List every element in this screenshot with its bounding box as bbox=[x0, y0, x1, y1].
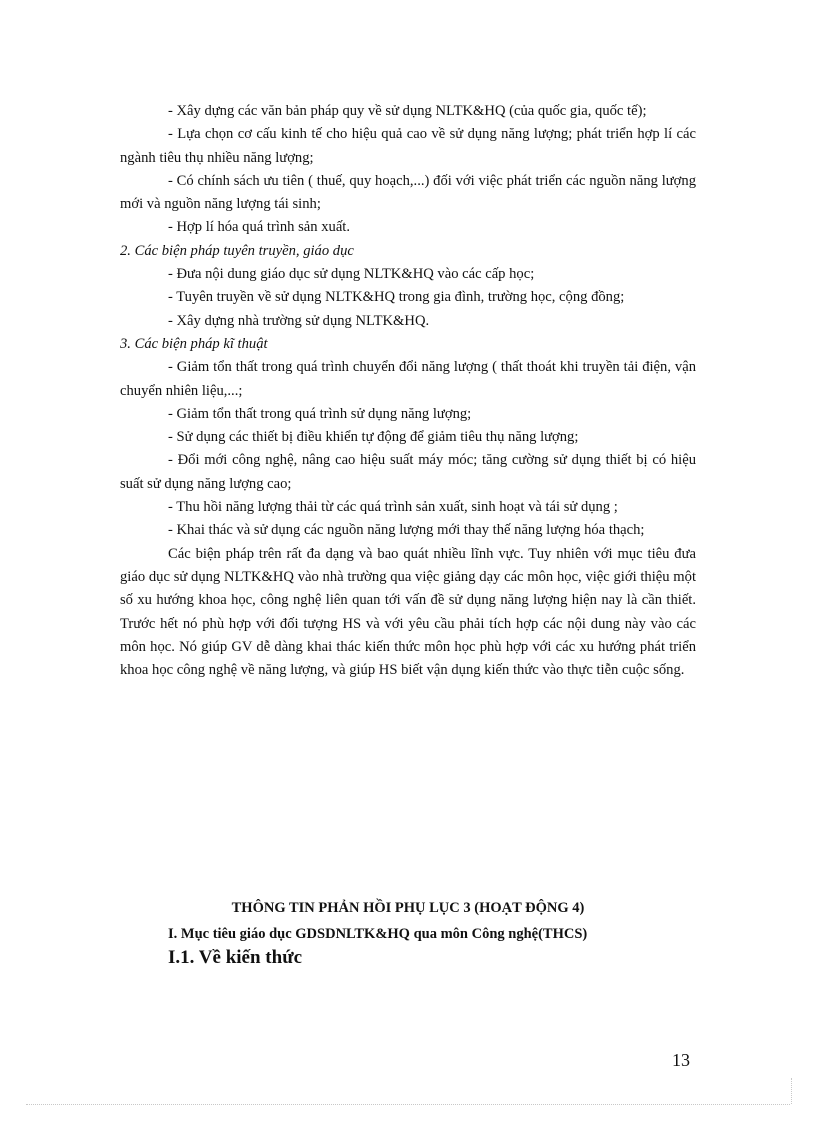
paragraph: - Xây dựng các văn bản pháp quy về sử dụng NLTK&HQ (của quốc gia, quốc tế); bbox=[168, 103, 647, 119]
paragraph: - Hợp lí hóa quá trình sản xuất. bbox=[168, 219, 350, 236]
section-title: THÔNG TIN PHẢN HỒI PHỤ LỤC 3 (HOẠT ĐỘNG 4) bbox=[231, 900, 585, 916]
paragraph: Các biện pháp trên rất đa dạng và bao quát nhiều lĩnh vực. Tuy nhiên với mục tiêu đưa giáo dục sử dụng NLTK&HQ vào nhà trường qua việc giảng dạy các môn học, việc giới thiệu một số xu hướng khoa học, công nghệ liên quan tới vấn đề sử dụng năng lượng hiện nay là cần thiết. Trước hết nó phù hợp với đối tượng HS và với yêu cầu phải tích hợp các nội dung này vào các môn học. Nó giúp GV dễ dàng khai thác kiến thức môn học phù hợp với các xu hướng phát triển khoa học công nghệ về năng lượng, và giúp HS biết vận dụng kiến thức vào thực tiễn cuộc sống. bbox=[120, 545, 696, 679]
paragraph: - Giảm tổn thất trong quá trình sử dụng năng lượng; bbox=[168, 405, 472, 422]
section-subsubtitle: I.1. Về kiến thức bbox=[168, 947, 303, 968]
paragraph: - Xây dựng nhà trường sử dụng NLTK&HQ. bbox=[168, 312, 430, 329]
section-heading-italic: 3. Các biện pháp kĩ thuật bbox=[120, 335, 268, 352]
paragraph: - Khai thác và sử dụng các nguồn năng lượng mới thay thế năng lượng hóa thạch; bbox=[168, 522, 645, 539]
paragraph: - Đổi mới công nghệ, nâng cao hiệu suất máy móc; tăng cường sử dụng thiết bị có hiệu suất sử dụng năng lượng cao; bbox=[120, 452, 696, 492]
paragraph: - Đưa nội dung giáo dục sử dụng NLTK&HQ vào các cấp học; bbox=[168, 266, 535, 283]
body-text bbox=[120, 100, 696, 682]
paragraph: - Có chính sách ưu tiên ( thuế, quy hoạch,...) đối với việc phát triển các nguồn năng lượng mới và nguồn năng lượng tái sinh; bbox=[120, 172, 696, 213]
paragraph: - Sử dụng các thiết bị điều khiển tự động để giảm tiêu thụ năng lượng; bbox=[168, 429, 579, 446]
paragraph: - Lựa chọn cơ cấu kinh tế cho hiệu quả cao về sử dụng năng lượng; phát triển hợp lí các ngành tiêu thụ nhiều năng lượng; bbox=[120, 126, 696, 166]
paragraph: - Giảm tổn thất trong quá trình chuyển đổi năng lượng ( thất thoát khi truyền tải điện, vận chuyển nhiên liệu,...; bbox=[120, 359, 696, 399]
section-heading-italic: 2. Các biện pháp tuyên truyền, giáo dục bbox=[120, 242, 354, 259]
footer-divider bbox=[26, 1104, 790, 1105]
paragraph: - Thu hồi năng lượng thải từ các quá trình sản xuất, sinh hoạt và tái sử dụng ; bbox=[168, 499, 618, 516]
paragraph: - Tuyên truyền về sử dụng NLTK&HQ trong gia đình, trường học, cộng đồng; bbox=[168, 289, 625, 306]
section-subtitle: I. Mục tiêu giáo dục GDSDNLTK&HQ qua môn Công nghệ(THCS) bbox=[168, 926, 588, 942]
page-number: 13 bbox=[672, 1050, 690, 1070]
footer-corner-divider bbox=[791, 1078, 792, 1104]
